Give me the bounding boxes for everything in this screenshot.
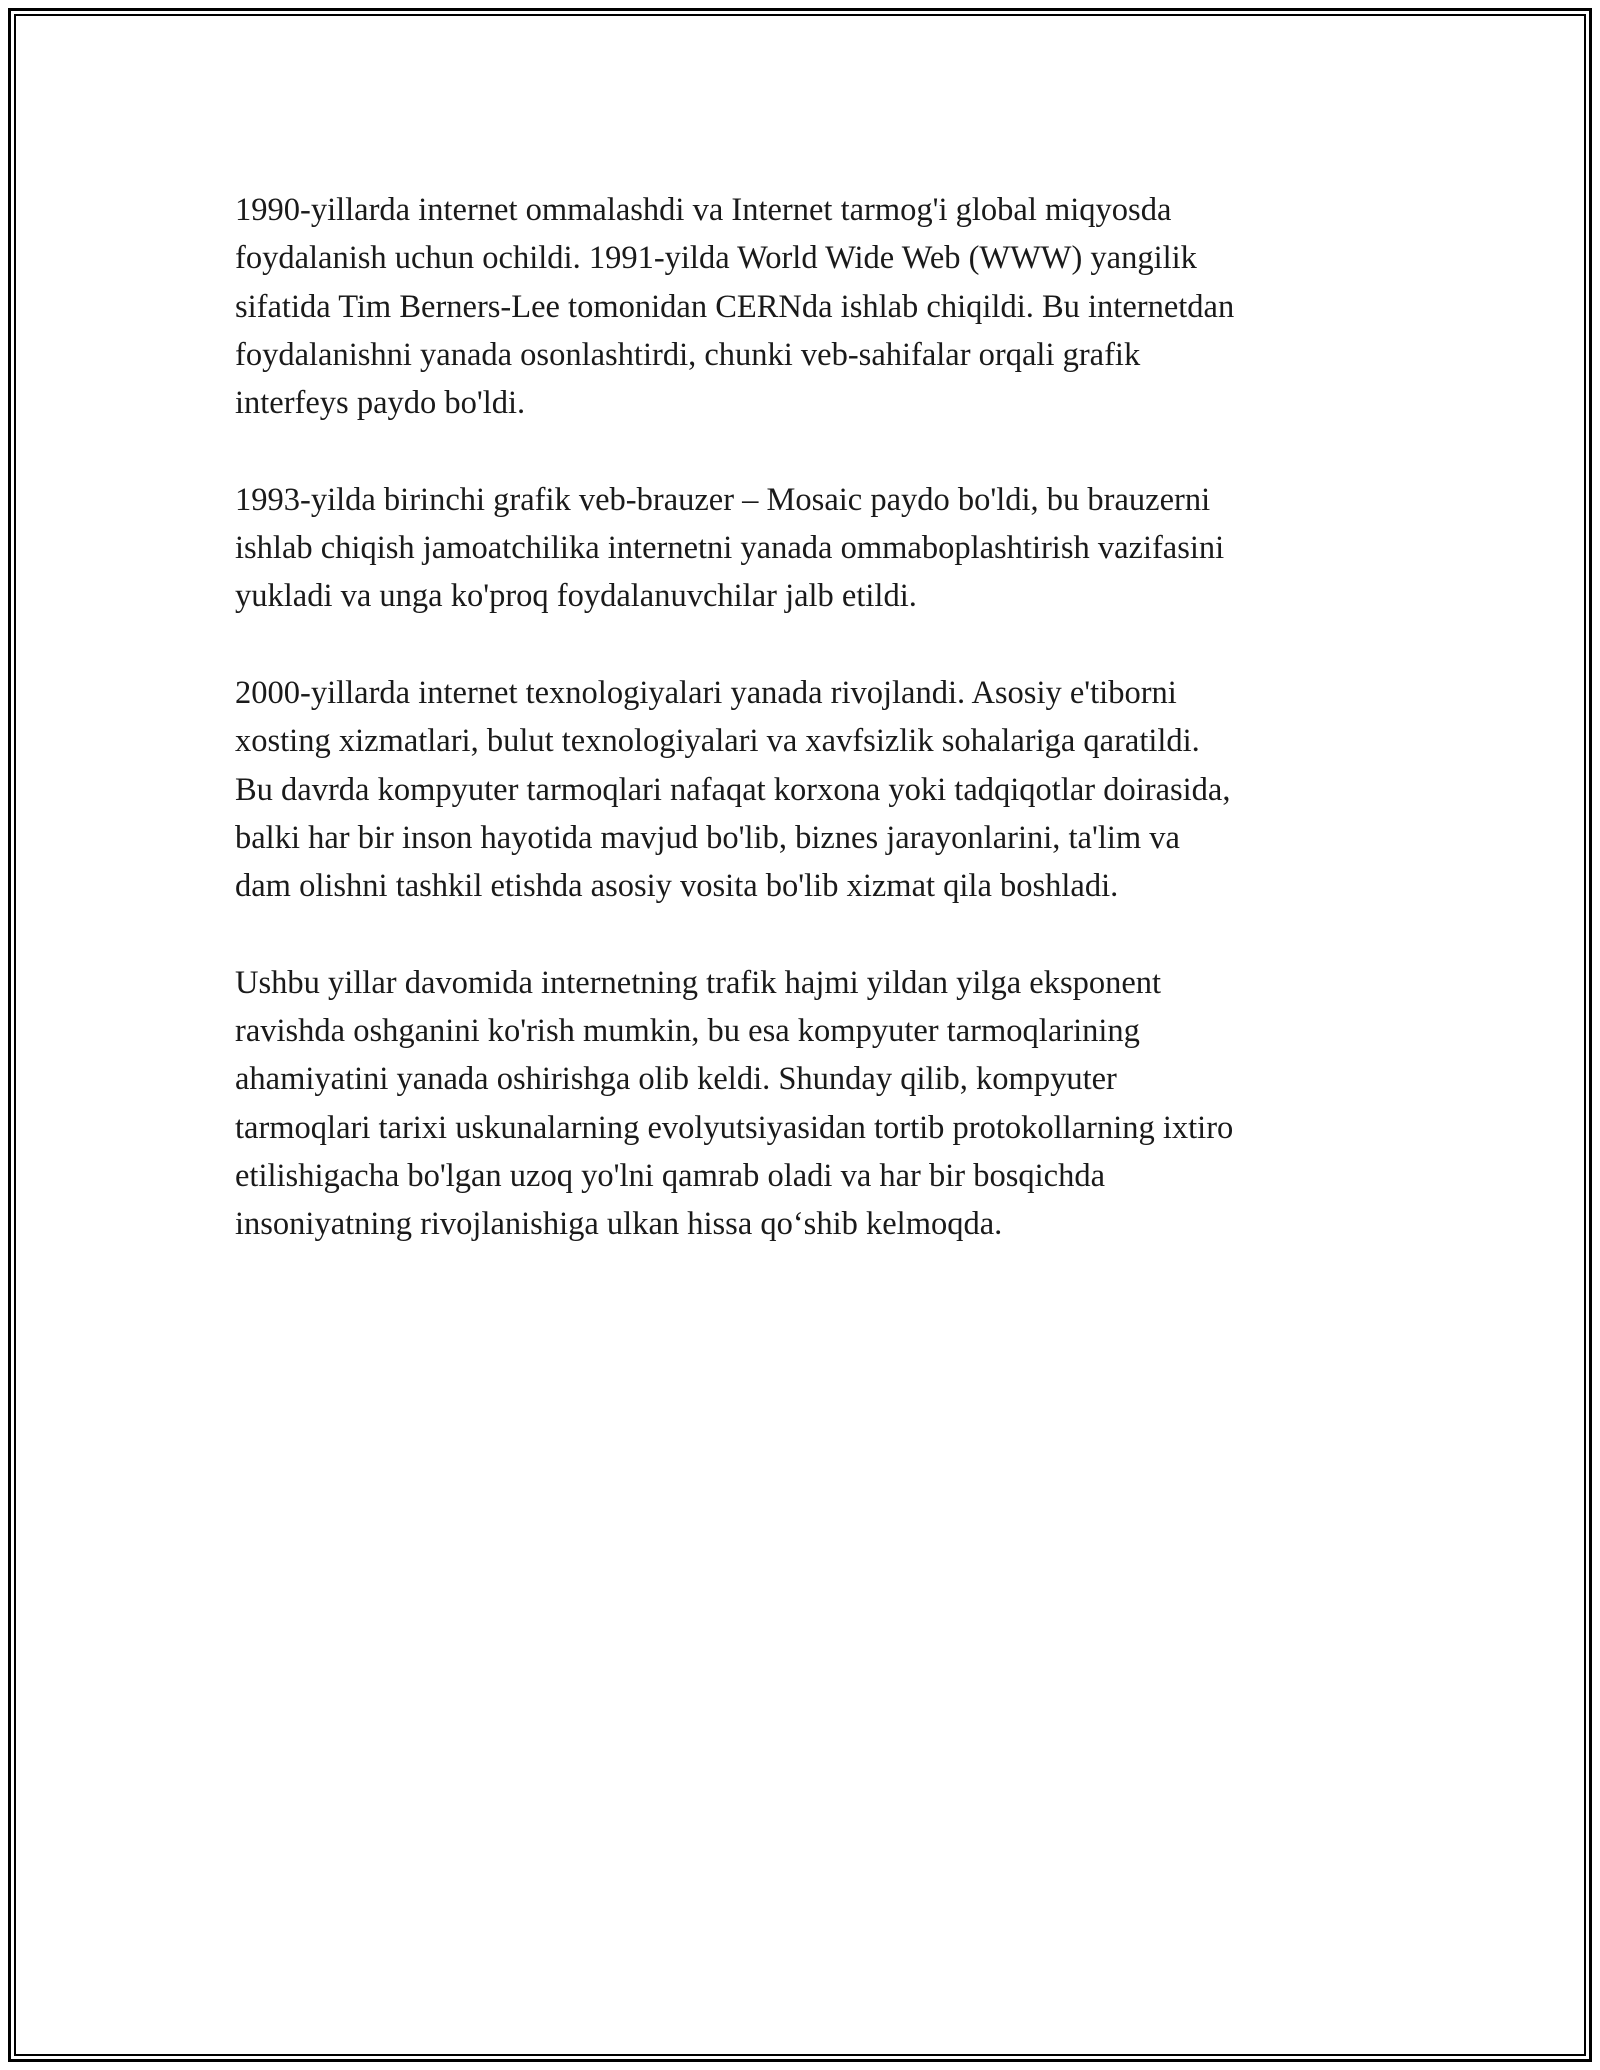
text-line: yukladi va unga ko'proq foydalanuvchilar jalb etildi.: [235, 578, 917, 615]
text-line: ravishda oshganini ko'rish mumkin, bu esa kompyuter tarmoqlarining: [235, 1013, 1140, 1050]
text-line: etilishigacha bo'lgan uzoq yo'lni qamrab oladi va har bir bosqichda: [235, 1157, 1106, 1194]
text-line: 1993-yilda birinchi grafik veb-brauzer – Mosaic paydo bo'ldi, bu brauzerni: [235, 481, 1211, 518]
text-line: sifatida Tim Berners-Lee tomonidan CERNda ishlab chiqildi. Bu internetdan: [235, 288, 1235, 325]
text-line: ahamiyatini yanada oshirishga olib keldi. Shunday qilib, kompyuter: [235, 1061, 1117, 1098]
text-line: foydalanishni yanada osonlashtirdi, chunki veb-sahifalar orqali grafik: [235, 336, 1141, 373]
paragraph-traffic-growth: [235, 959, 1385, 1249]
paragraph-internet-1990s: [235, 186, 1385, 427]
text-line: 1990-yillarda internet ommalashdi va Internet tarmog'i global miqyosda: [235, 192, 1172, 228]
text-line: balki har bir inson hayotida mavjud bo'lib, biznes jarayonlarini, ta'lim va: [235, 819, 1180, 856]
text-line: interfeys paydo bo'ldi.: [235, 385, 526, 422]
text-line: ishlab chiqish jamoatchilika internetni yanada ommaboplashtirish vazifasini: [235, 530, 1225, 567]
document-body: [235, 186, 1385, 1297]
text-line: tarmoqlari tarixi uskunalarning evolyutsiyasidan tortib protokollarning ixtiro: [235, 1109, 1234, 1146]
text-line: Ushbu yillar davomida internetning trafik hajmi yildan yilga eksponent: [235, 964, 1162, 1001]
text-line: 2000-yillarda internet texnologiyalari yanada rivojlandi. Asosiy e'tiborni: [235, 674, 1177, 711]
paragraph-internet-2000s: [235, 669, 1385, 910]
text-line: insoniyatning rivojlanishiga ulkan hissa qo‘shib kelmoqda.: [235, 1206, 1003, 1243]
text-line: Bu davrda kompyuter tarmoqlari nafaqat korxona yoki tadqiqotlar doirasida,: [235, 771, 1231, 808]
text-line: foydalanish uchun ochildi. 1991-yilda World Wide Web (WWW) yangilik: [235, 240, 1197, 277]
text-line: dam olishni tashkil etishda asosiy vosita bo'lib xizmat qila boshladi.: [235, 868, 1119, 905]
text-line: xosting xizmatlari, bulut texnologiyalari va xavfsizlik sohalariga qaratildi.: [235, 723, 1200, 760]
paragraph-mosaic-1993: [235, 476, 1385, 621]
